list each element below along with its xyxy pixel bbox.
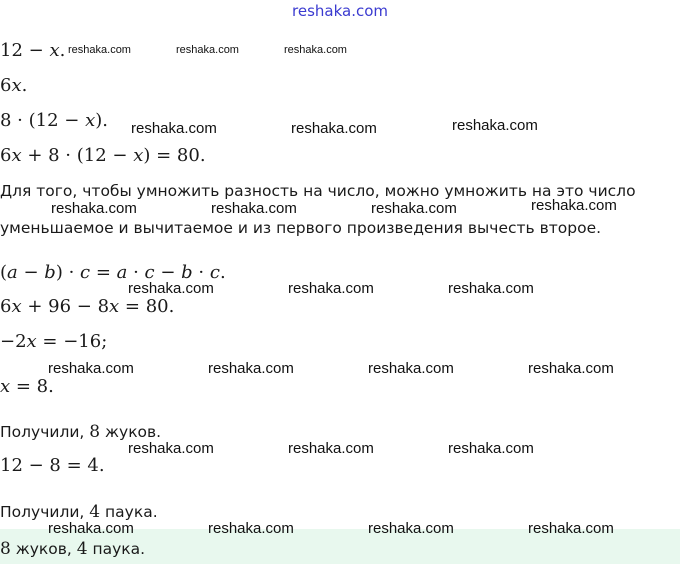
watermark: reshaka.com: [211, 200, 297, 217]
watermark: reshaka.com: [48, 360, 134, 377]
eq5-paren: (: [0, 262, 8, 283]
watermark: reshaka.com: [528, 520, 614, 537]
watermark: reshaka.com: [368, 360, 454, 377]
watermark: reshaka.com: [371, 200, 457, 217]
equation-solution: [0, 376, 54, 398]
eq5-b2: b: [181, 262, 193, 283]
equation-total-legs: [0, 145, 206, 167]
equation-spiders-count: [0, 40, 65, 62]
eq6-part-b: + 96 − 8: [21, 296, 110, 317]
watermark: reshaka.com: [68, 44, 131, 56]
beetles-prefix: Получили,: [0, 423, 90, 441]
eq5-minus2: −: [154, 262, 182, 283]
watermark: reshaka.com: [448, 280, 534, 297]
eq5-b: b: [44, 262, 56, 283]
eq1-var: x: [49, 40, 60, 61]
eq3-end: ).: [95, 110, 108, 131]
site-header-link[interactable]: reshaka.com: [292, 2, 388, 20]
beetles-number: 8: [89, 422, 101, 442]
watermark: reshaka.com: [51, 200, 137, 217]
eq6-var2: x: [109, 296, 120, 317]
eq5-equals: =: [90, 262, 117, 283]
answer-text: [0, 539, 145, 559]
watermark: reshaka.com: [208, 520, 294, 537]
eq5-paren-dot: ) ·: [55, 262, 81, 283]
eq4-var2: x: [133, 145, 144, 166]
eq2-part: 6: [0, 75, 12, 96]
eq4-part-b: + 8 · (12 −: [21, 145, 134, 166]
watermark: reshaka.com: [284, 44, 347, 56]
eq5-c3: c: [209, 262, 220, 283]
eq5-dot2: ·: [192, 262, 210, 283]
equation-spider-legs: [0, 110, 108, 132]
rule-text-line-1: Для того, чтобы умножить разность на число, можно умножить на это число: [0, 182, 636, 200]
watermark: reshaka.com: [288, 440, 374, 457]
answer-beetles-number: 8: [0, 539, 11, 559]
eq8-end: = 8.: [10, 376, 54, 397]
watermark: reshaka.com: [448, 440, 534, 457]
eq7-end: = −16;: [36, 331, 108, 352]
eq7-part: −2: [0, 331, 27, 352]
rule-text-line-2: уменьшаемое и вычитаемое и из первого произведения вычесть второе.: [0, 219, 602, 237]
beetles-result-text: [0, 422, 161, 442]
spiders-result-text: [0, 502, 158, 522]
eq6-var1: x: [11, 296, 22, 317]
eq5-a2: a: [116, 262, 128, 283]
watermark: reshaka.com: [531, 197, 617, 214]
eq8-var: x: [0, 376, 11, 397]
eq2-var: x: [11, 75, 22, 96]
eq5-minus: −: [17, 262, 45, 283]
eq1-end: .: [59, 40, 66, 61]
eq7-var: x: [26, 331, 37, 352]
eq5-a: a: [7, 262, 18, 283]
watermark: reshaka.com: [368, 520, 454, 537]
eq6-part-a: 6: [0, 296, 12, 317]
watermark: reshaka.com: [131, 120, 217, 137]
watermark: reshaka.com: [528, 360, 614, 377]
watermark: reshaka.com: [208, 360, 294, 377]
watermark: reshaka.com: [288, 280, 374, 297]
eq4-part-a: 6: [0, 145, 12, 166]
eq5-dot1: ·: [127, 262, 145, 283]
eq2-end: .: [21, 75, 28, 96]
spiders-number: 4: [89, 502, 101, 522]
eq3-var: x: [85, 110, 96, 131]
eq5-end: .: [219, 262, 226, 283]
equation-simplified: [0, 331, 107, 353]
equation-expanded: [0, 296, 174, 318]
watermark: reshaka.com: [291, 120, 377, 137]
watermark: reshaka.com: [128, 280, 214, 297]
spiders-prefix: Получили,: [0, 503, 90, 521]
answer-spiders-number: 4: [76, 539, 88, 559]
equation-beetle-legs: [0, 75, 27, 97]
eq5-c: c: [80, 262, 91, 283]
spiders-suffix: паука.: [100, 503, 158, 521]
watermark: reshaka.com: [48, 520, 134, 537]
eq4-var1: x: [11, 145, 22, 166]
eq1-part: 12 −: [0, 40, 50, 61]
answer-beetles-word: жуков,: [10, 540, 77, 558]
eq6-part-c: = 80.: [119, 296, 175, 317]
watermark: reshaka.com: [176, 44, 239, 56]
eq5-c2: c: [144, 262, 155, 283]
equation-spiders: 12 − 8 = 4.: [0, 455, 105, 476]
eq3-part: 8 · (12 −: [0, 110, 86, 131]
watermark: reshaka.com: [128, 440, 214, 457]
watermark: reshaka.com: [452, 117, 538, 134]
beetles-suffix: жуков.: [100, 423, 162, 441]
answer-spiders-word: паука.: [87, 540, 146, 558]
eq4-part-c: ) = 80.: [143, 145, 206, 166]
